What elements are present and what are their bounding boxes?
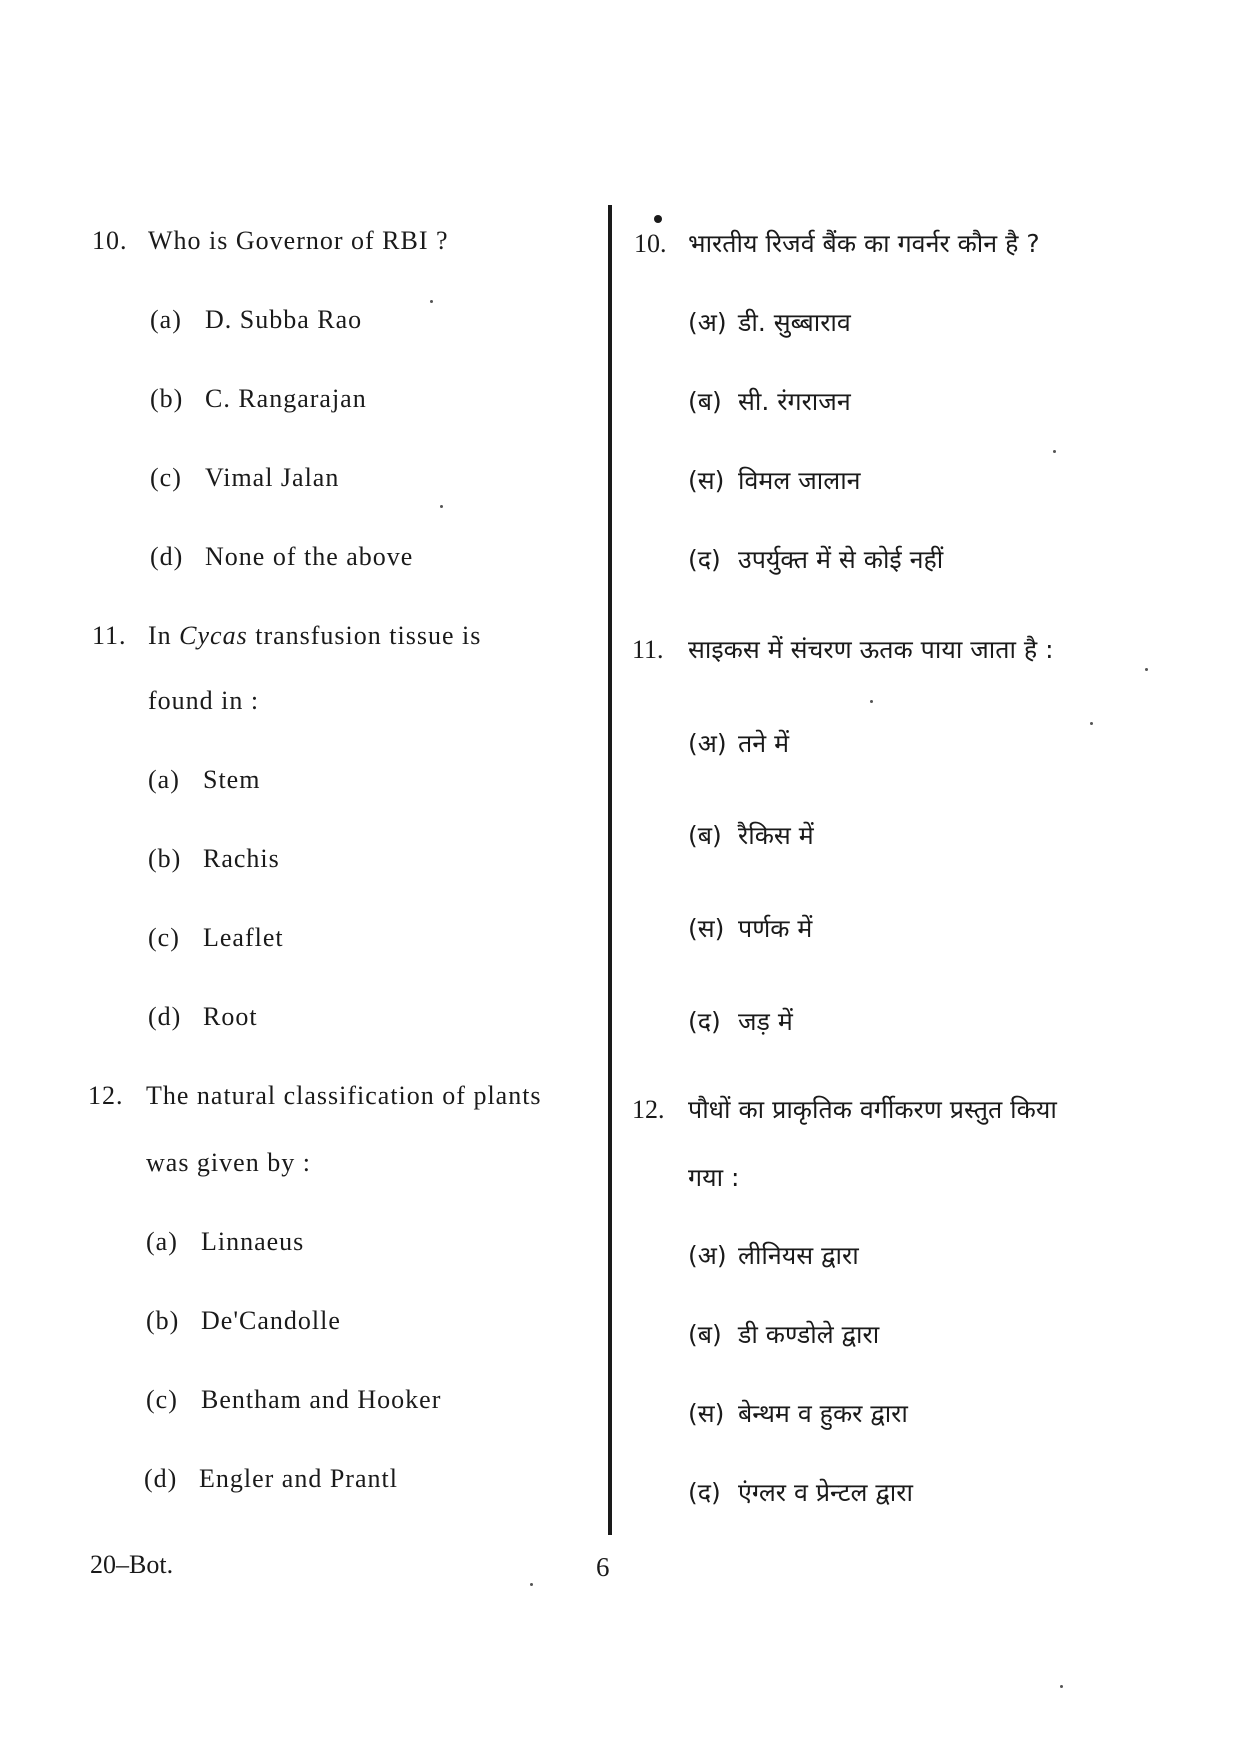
- option-label: (ब): [688, 1320, 722, 1349]
- option-b: [150, 384, 367, 414]
- question-text: साइकस में संचरण ऊतक पाया जाता है :: [688, 635, 1054, 664]
- option-text: Engler and Prantl: [199, 1464, 398, 1493]
- option-b: [688, 384, 851, 418]
- option-c: [150, 463, 339, 493]
- option-d: [148, 1002, 258, 1032]
- option-c: [146, 1385, 441, 1415]
- question-11-en: [92, 621, 481, 651]
- option-b: [688, 1317, 879, 1351]
- option-b: [146, 1306, 341, 1336]
- option-b: [688, 818, 814, 852]
- paper-code: 20–Bot.: [90, 1550, 174, 1579]
- scan-speck: [530, 1583, 533, 1586]
- question-number: 12.: [632, 1095, 665, 1124]
- option-c: [688, 911, 812, 945]
- option-d: [688, 542, 943, 576]
- option-text: De'Candolle: [201, 1306, 341, 1335]
- option-label: (b): [148, 844, 182, 873]
- column-divider: [608, 205, 612, 1535]
- question-text: The natural classification of plants: [146, 1081, 542, 1110]
- option-a: [148, 765, 260, 795]
- option-text: एंग्लर व प्रेन्टल द्वारा: [738, 1478, 913, 1507]
- question-number: 11.: [92, 621, 127, 650]
- option-label: (अ): [688, 1241, 727, 1270]
- question-10-en: [92, 226, 449, 256]
- option-text: Linnaeus: [201, 1227, 305, 1256]
- scan-speck: [1060, 1685, 1063, 1688]
- option-text: सी. रंगराजन: [738, 387, 851, 416]
- option-text: D. Subba Rao: [205, 305, 363, 334]
- option-label: (स): [688, 914, 725, 943]
- option-label: (c): [146, 1385, 178, 1414]
- question-number: 12.: [88, 1081, 124, 1110]
- option-label: (स): [688, 1399, 725, 1428]
- question-11-hi: [632, 632, 1054, 666]
- question-text: भारतीय रिजर्व बैंक का गवर्नर कौन है ?: [688, 229, 1040, 258]
- option-c: [688, 463, 861, 497]
- question-12-hi: [632, 1092, 1057, 1126]
- scan-speck: [1053, 450, 1056, 453]
- option-label: (d): [150, 542, 184, 571]
- option-a: [150, 305, 362, 335]
- question-text-post: transfusion tissue is: [255, 621, 482, 650]
- option-a: [688, 726, 789, 760]
- option-text: Stem: [203, 765, 261, 794]
- question-number: 10.: [92, 226, 128, 255]
- option-text: Vimal Jalan: [205, 463, 340, 492]
- question-12-en: [88, 1081, 542, 1111]
- option-text: विमल जालान: [738, 466, 861, 495]
- option-label: (स): [688, 466, 725, 495]
- option-text: डी कण्डोले द्वारा: [738, 1320, 880, 1349]
- option-label: (c): [150, 463, 182, 492]
- option-d: [688, 1475, 913, 1509]
- option-d: [150, 542, 413, 572]
- option-label: (ब): [688, 387, 722, 416]
- option-b: [148, 844, 280, 874]
- option-label: (अ): [688, 729, 727, 758]
- option-d: [144, 1464, 398, 1494]
- option-label: (अ): [688, 308, 727, 337]
- scan-speck: [1145, 668, 1148, 671]
- question-text: Who is Governor of RBI ?: [148, 226, 449, 255]
- option-label: (a): [146, 1227, 178, 1256]
- option-d: [688, 1004, 793, 1038]
- option-label: (c): [148, 923, 180, 952]
- option-a: [146, 1227, 304, 1257]
- question-12-en-line2: was given by :: [146, 1148, 311, 1177]
- question-text-pre: In: [148, 621, 172, 650]
- option-text: Root: [203, 1002, 258, 1031]
- option-text: पर्णक में: [738, 914, 813, 943]
- question-number: 10.: [634, 229, 667, 258]
- question-12-hi-line2: गया :: [688, 1163, 740, 1192]
- option-text: डी. सुब्बाराव: [738, 308, 851, 337]
- option-label: (ब): [688, 821, 722, 850]
- option-c: [148, 923, 284, 953]
- option-label: (द): [688, 1007, 721, 1036]
- scan-speck: [440, 505, 443, 508]
- option-text: उपर्युक्त में से कोई नहीं: [738, 545, 944, 574]
- option-text: Bentham and Hooker: [201, 1385, 442, 1414]
- option-label: (a): [150, 305, 182, 334]
- option-label: (d): [144, 1464, 178, 1493]
- option-label: (द): [688, 545, 721, 574]
- ink-dot: [654, 215, 662, 223]
- option-text: Leaflet: [203, 923, 284, 952]
- question-10-hi: [634, 226, 1040, 260]
- option-text: None of the above: [205, 542, 414, 571]
- option-text: जड़ में: [738, 1007, 793, 1036]
- question-number: 11.: [632, 635, 664, 664]
- option-text: Rachis: [203, 844, 280, 873]
- option-label: (d): [148, 1002, 182, 1031]
- scan-speck: [1090, 722, 1093, 725]
- option-a: [688, 1238, 859, 1272]
- option-text: बेन्थम व हुकर द्वारा: [738, 1399, 908, 1428]
- option-text: लीनियस द्वारा: [738, 1241, 859, 1270]
- question-text: पौधों का प्राकृतिक वर्गीकरण प्रस्तुत किया: [688, 1095, 1057, 1124]
- option-c: [688, 1396, 908, 1430]
- question-text-italic: Cycas: [179, 621, 248, 650]
- page-number: 6: [596, 1552, 610, 1582]
- option-label: (द): [688, 1478, 721, 1507]
- option-text: C. Rangarajan: [205, 384, 367, 413]
- option-a: [688, 305, 851, 339]
- option-text: तने में: [738, 729, 790, 758]
- option-label: (b): [150, 384, 184, 413]
- scan-speck: [430, 300, 433, 303]
- option-label: (a): [148, 765, 180, 794]
- option-label: (b): [146, 1306, 180, 1335]
- scan-speck: [870, 700, 873, 703]
- question-11-en-line2: found in :: [148, 686, 260, 715]
- option-text: रैकिस में: [738, 821, 814, 850]
